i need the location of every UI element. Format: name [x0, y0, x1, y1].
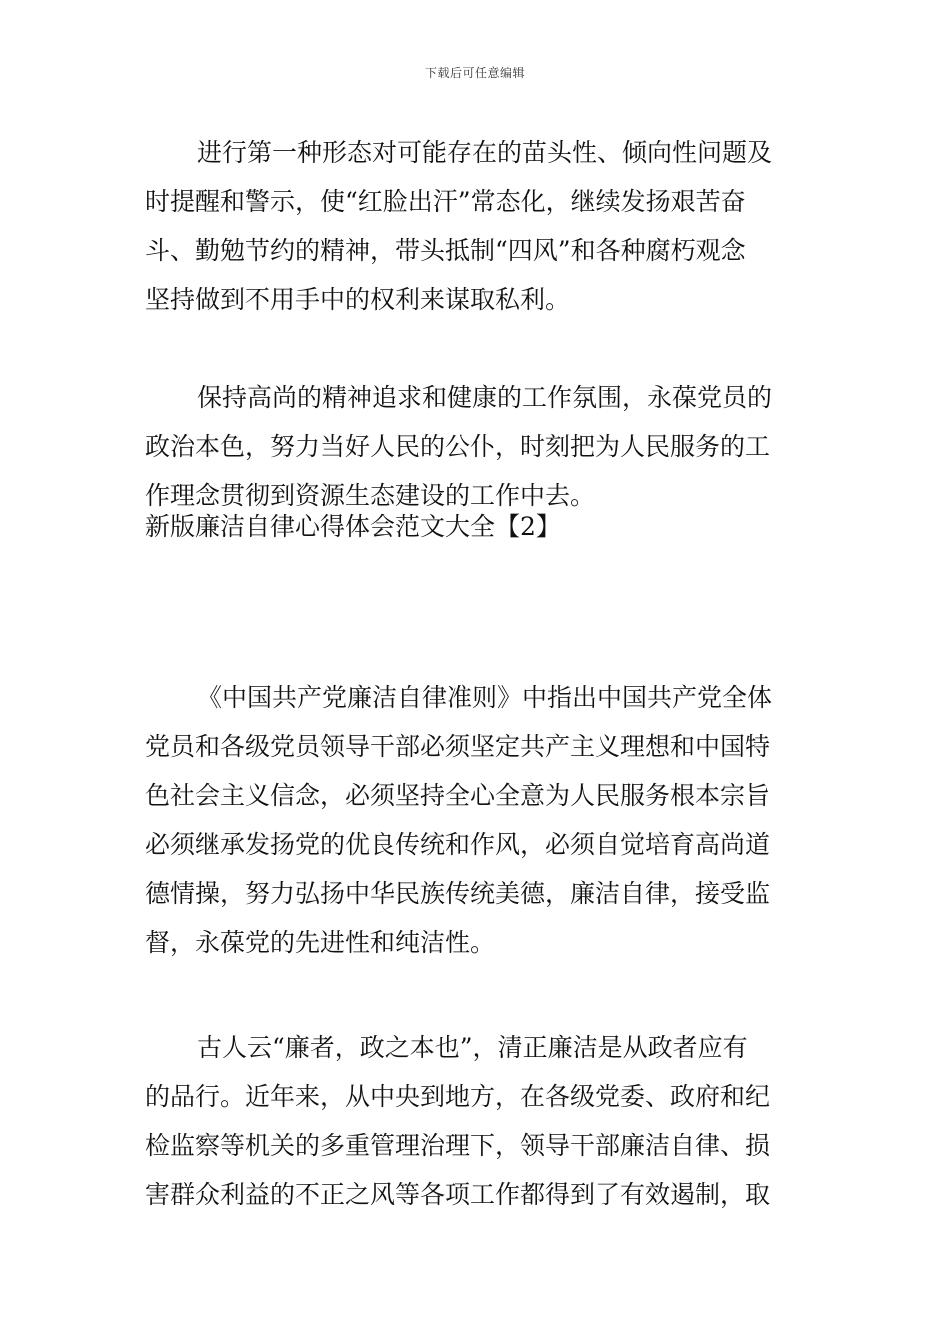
paragraph-line: 的品行。近年来，从中央到地方，在各级党委、政府和纪 — [145, 1082, 771, 1111]
section-heading: 新版廉洁自律心得体会范文大全【2】 — [145, 512, 561, 541]
paragraph-line: 检监察等机关的多重管理治理下，领导干部廉洁自律、损 — [145, 1131, 771, 1160]
page-header: 下载后可任意编辑 — [424, 66, 525, 80]
paragraph-2 — [145, 373, 810, 520]
paragraph-line: 党员和各级党员领导干部必须坚定共产主义理想和中国特 — [145, 732, 771, 761]
paragraph-4 — [145, 1023, 810, 1219]
paragraph-line: 作理念贯彻到资源生态建设的工作中去。 — [145, 481, 596, 510]
paragraph-line: 政治本色，努力当好人民的公仆，时刻把为人民服务的工 — [145, 432, 771, 461]
paragraph-line: 德情操，努力弘扬中华民族传统美德，廉洁自律，接受监 — [145, 879, 771, 908]
paragraph-line: 坚持做到不用手中的权利来谋取私利。 — [145, 285, 571, 314]
paragraph-line: 色社会主义信念，必须坚持全心全意为人民服务根本宗旨 — [145, 781, 771, 810]
paragraph-1 — [145, 128, 810, 324]
paragraph-line: 进行第一种形态对可能存在的苗头性、倾向性问题及 — [197, 138, 773, 167]
paragraph-line: 必须继承发扬党的优良传统和作风，必须自觉培育高尚道 — [145, 830, 771, 859]
paragraph-line: 时提醒和警示，使“红脸出汗”常态化，继续发扬艰苦奋 — [145, 187, 746, 216]
paragraph-line: 古人云“廉者，政之本也”，清正廉洁是从政者应有 — [197, 1033, 748, 1062]
paragraph-line: 害群众利益的不正之风等各项工作都得到了有效遏制，取 — [145, 1180, 771, 1209]
paragraph-3 — [145, 673, 810, 967]
paragraph-line: 督，永葆党的先进性和纯洁性。 — [145, 928, 496, 957]
paragraph-line: 斗、勤勉节约的精神，带头抵制“四风”和各种腐朽观念 — [145, 236, 746, 265]
paragraph-line: 《中国共产党廉洁自律准则》中指出中国共产党全体 — [197, 683, 773, 712]
paragraph-line: 保持高尚的精神追求和健康的工作氛围，永葆党员的 — [197, 383, 773, 412]
